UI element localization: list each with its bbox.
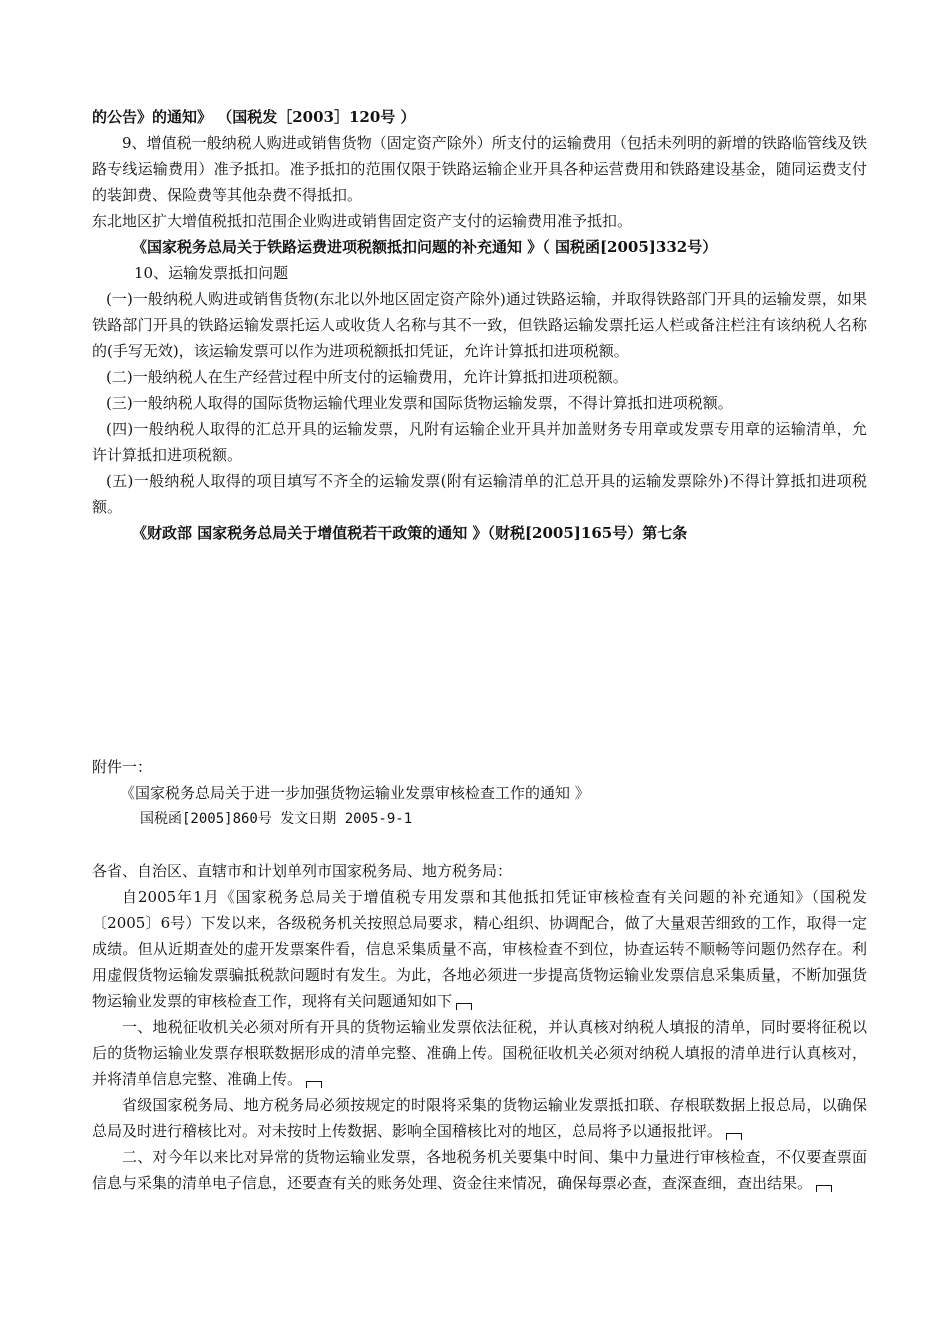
citation-332: 《国家税务总局关于铁路运费进项税额抵扣问题的补充通知 》（ 国税函[2005]332号） xyxy=(132,238,718,256)
attachment-paragraph-2: 一、地税征收机关必须对所有开具的货物运输业发票依法征税，并认真核对纳税人填报的清单，同时要将征税以后的货物运输业发票存根联数据形成的清单完整、准确上传。国税征收机关必须对纳税人填报的清单进行认真核对，并将清单信息完整、准确上传。 xyxy=(92,1018,867,1088)
attachment-title: 《国家税务总局关于进一步加强货物运输业发票审核检查工作的通知 》 xyxy=(120,784,590,802)
citation-165: 《财政部 国家税务总局关于增值税若干政策的通知 》（财税[2005]165号）第七条 xyxy=(132,524,688,542)
heading-item-10: 10、运输发票抵扣问题 xyxy=(134,264,289,282)
notice-title-tail: 的公告》的通知》 （国税发［2003］120号 ） xyxy=(92,108,416,126)
attachment-paragraph-1: 自2005年1月《国家税务总局关于增值税专用发票和其他抵扣凭证审核检查有关问题的补充通知》（国税发〔2005〕6号）下发以来，各级税务机关按照总局要求，精心组织、协调配合，做了大量艰苦细致的工作，取得一定成绩。但从近期查处的虚开发票案件看，信息采集质量不高，审核检查不到位，协查运转不顺畅等问题仍然存在。利用虚假货物运输发票骗抵税款问题时有发生。为此，各地必须进一步提高货物运输业发票信息采集质量，不断加强货物运输业发票的审核检查工作，现将有关问题通知如下 xyxy=(92,888,867,1010)
paragraph-sub-3: (三)一般纳税人取得的国际货物运输代理业发票和国际货物运输发票，不得计算抵扣进项税额。 xyxy=(106,394,733,412)
paragraph-sub-1: (一)一般纳税人购进或销售货物(东北以外地区固定资产除外)通过铁路运输，并取得铁路部门开具的运输发票，如果铁路部门开具的铁路运输发票托运人或收货人名称与其不一致，但铁路运输发票托运人栏或备注栏注有该纳税人名称的(手写无效)，该运输发票可以作为进项税额抵扣凭证，允许计算抵扣进项税额。 xyxy=(92,290,867,360)
return-mark-icon xyxy=(816,1185,832,1192)
paragraph-northeast: 东北地区扩大增值税抵扣范围企业购进或销售固定资产支付的运输费用准予抵扣。 xyxy=(92,212,633,230)
paragraph-item-9: 9、增值税一般纳税人购进或销售货物（固定资产除外）所支付的运输费用（包括未列明的新增的铁路临管线及铁路专线运输费用）准予抵扣。准予抵扣的范围仅限于铁路运输企业开具各种运营费用和铁路建设基金，随同运费支付的装卸费、保险费等其他杂费不得抵扣。 xyxy=(92,134,867,204)
return-mark-icon xyxy=(726,1133,742,1140)
attachment-paragraph-4: 二、对今年以来比对异常的货物运输业发票，各地税务机关要集中时间、集中力量进行审核检查，不仅要查票面信息与采集的清单电子信息，还要查有关的账务处理、资金往来情况，确保每票必查，查深查细，查出结果。 xyxy=(92,1148,867,1192)
return-mark-icon xyxy=(456,1003,472,1010)
attachment-label: 附件一： xyxy=(92,758,153,776)
salutation: 各省、自治区、直辖市和计划单列市国家税务局、地方税务局： xyxy=(92,862,513,880)
paragraph-sub-2: (二)一般纳税人在生产经营过程中所支付的运输费用，允许计算抵扣进项税额。 xyxy=(106,368,628,386)
paragraph-sub-5: (五)一般纳税人取得的项目填写不齐全的运输发票(附有运输清单的汇总开具的运输发票除外)不得计算抵扣进项税额。 xyxy=(92,472,867,516)
blank-gap xyxy=(92,546,867,754)
attachment-docno: 国税函[2005]860号 发文日期 2005-9-1 xyxy=(140,811,413,827)
attachment-paragraph-3: 省级国家税务局、地方税务局必须按规定的时限将采集的货物运输业发票抵扣联、存根联数据上报总局，以确保总局及时进行稽核比对。对未按时上传数据、影响全国稽核比对的地区，总局将予以通报批评。 xyxy=(92,1096,867,1140)
document-page xyxy=(92,104,867,1196)
return-mark-icon xyxy=(306,1081,322,1088)
paragraph-sub-4: (四)一般纳税人取得的汇总开具的运输发票，凡附有运输企业开具并加盖财务专用章或发票专用章的运输清单，允许计算抵扣进项税额。 xyxy=(92,420,867,464)
